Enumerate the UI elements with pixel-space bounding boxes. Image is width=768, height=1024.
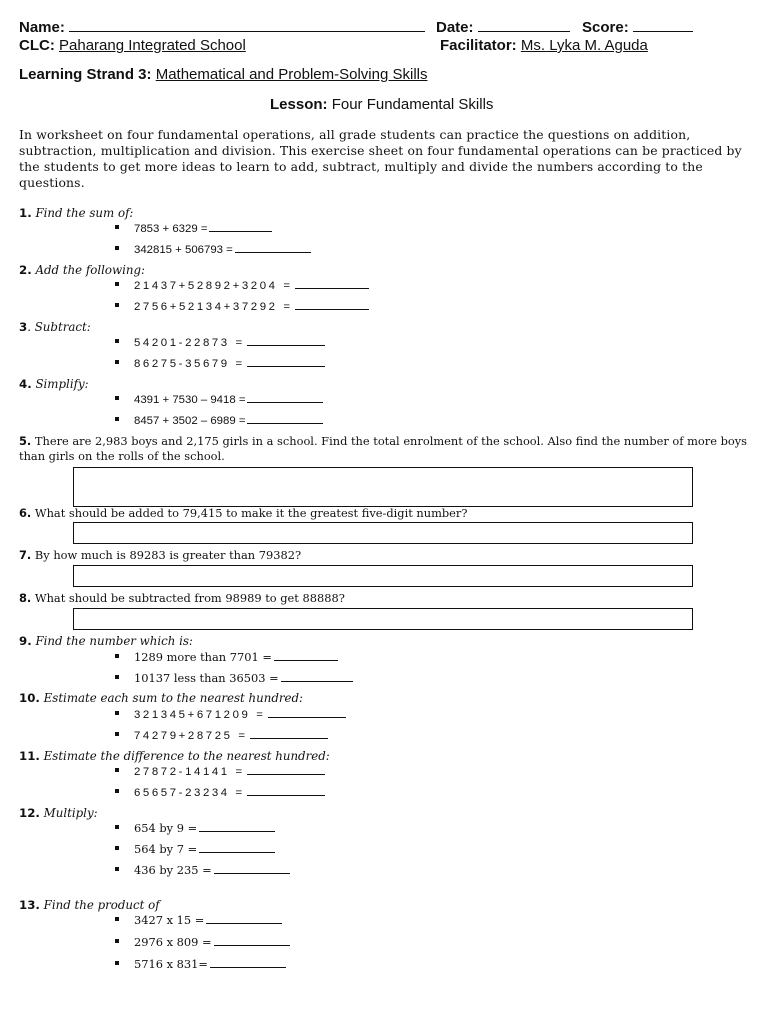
question-text: Estimate the difference to the nearest hundred: xyxy=(43,749,330,763)
answer-line[interactable] xyxy=(247,391,323,403)
answer-box-6[interactable] xyxy=(73,522,693,544)
bullet-icon xyxy=(115,711,119,715)
list-item: 321345+671209 = xyxy=(115,706,415,722)
list-item: 5716 x 831= xyxy=(115,956,415,972)
clc-value: Paharang Integrated School xyxy=(59,37,246,54)
bullet-icon xyxy=(115,339,119,343)
strand-label: Learning Strand 3: xyxy=(19,66,152,83)
question-1 xyxy=(19,206,133,220)
list-item: 8457 + 3502 – 6989 = xyxy=(115,412,415,428)
question-number: 7. xyxy=(19,548,32,562)
answer-line[interactable] xyxy=(274,649,338,661)
answer-line[interactable] xyxy=(235,241,311,253)
question-number: 12. xyxy=(19,806,40,820)
question-12 xyxy=(19,806,98,820)
list-item: 2976 x 809 = xyxy=(115,934,415,950)
list-item: 4391 + 7530 – 9418 = xyxy=(115,391,415,407)
list-item: 1289 more than 7701 = xyxy=(115,649,415,665)
question-5 xyxy=(19,434,749,464)
question-text: Find the product of xyxy=(43,898,160,912)
bullet-icon xyxy=(115,789,119,793)
question-number: 11. xyxy=(19,749,40,763)
answer-line[interactable] xyxy=(268,706,346,718)
bullet-icon xyxy=(115,246,119,250)
question-3 xyxy=(19,320,91,334)
lesson-row xyxy=(270,96,493,113)
question-4 xyxy=(19,377,89,391)
lesson-label: Lesson: xyxy=(270,96,328,113)
strand-value: Mathematical and Problem-Solving Skills xyxy=(155,66,428,83)
lesson-value: Four Fundamental Skills xyxy=(331,96,494,113)
question-number: 2. xyxy=(19,263,32,277)
question-number: 6. xyxy=(19,506,32,520)
question-text: Estimate each sum to the nearest hundred: xyxy=(43,691,304,705)
bullet-icon xyxy=(115,417,119,421)
answer-line[interactable] xyxy=(206,912,282,924)
question-text: There are 2,983 boys and 2,175 girls in a school. Find the total enrolment of the school. Also find the number of more boys than girls on the rolls of the school. xyxy=(19,434,748,463)
question-number: 13. xyxy=(19,898,40,912)
list-item: 2756+52134+37292 = xyxy=(115,298,435,314)
list-item: 21437+52892+3204 = xyxy=(115,277,435,293)
answer-box-8[interactable] xyxy=(73,608,693,630)
question-number: 4. xyxy=(19,377,32,391)
question-number: 9. xyxy=(19,634,32,648)
question-13 xyxy=(19,898,160,912)
answer-line[interactable] xyxy=(295,277,369,289)
list-item: 74279+28725 = xyxy=(115,727,415,743)
list-item: 342815 + 506793 = xyxy=(115,241,415,257)
question-number: 3 xyxy=(19,320,28,334)
answer-line[interactable] xyxy=(199,820,275,832)
list-item: 86275-35679 = xyxy=(115,355,415,371)
date-row xyxy=(436,17,570,36)
question-text: By how much is 89283 is greater than 79382? xyxy=(34,548,302,562)
answer-line[interactable] xyxy=(247,412,323,424)
question-text: Multiply: xyxy=(43,806,98,820)
list-item: 65657-23234 = xyxy=(115,784,415,800)
bullet-icon xyxy=(115,675,119,679)
bullet-icon xyxy=(115,396,119,400)
question-number: 5. xyxy=(19,434,32,448)
question-2 xyxy=(19,263,145,277)
score-label: Score: xyxy=(582,19,629,36)
answer-line[interactable] xyxy=(214,862,290,874)
bullet-icon xyxy=(115,303,119,307)
bullet-icon xyxy=(115,846,119,850)
question-text: Find the number which is: xyxy=(35,634,193,648)
bullet-icon xyxy=(115,917,119,921)
clc-label: CLC: xyxy=(19,37,55,54)
bullet-icon xyxy=(115,282,119,286)
intro-paragraph: In worksheet on four fundamental operations, all grade students can practice the questions on addition, subtraction, multiplication and division. This exercise sheet on four fundamental operations can be practiced by the students to get more ideas to learn to add, subtract, multiply and divide the numbers according to the questions. xyxy=(19,127,742,190)
list-item: 27872-14141 = xyxy=(115,763,415,779)
list-item: 564 by 7 = xyxy=(115,841,415,857)
answer-line[interactable] xyxy=(209,220,272,232)
name-line[interactable] xyxy=(69,17,425,32)
bullet-icon xyxy=(115,732,119,736)
list-item: 10137 less than 36503 = xyxy=(115,670,415,686)
date-label: Date: xyxy=(436,19,474,36)
question-text: Find the sum of: xyxy=(35,206,134,220)
name-label: Name: xyxy=(19,19,65,36)
answer-line[interactable] xyxy=(210,956,286,968)
answer-line[interactable] xyxy=(295,298,369,310)
score-row xyxy=(582,17,693,36)
answer-line[interactable] xyxy=(247,355,325,367)
answer-line[interactable] xyxy=(247,763,325,775)
answer-line[interactable] xyxy=(214,934,290,946)
date-line[interactable] xyxy=(478,17,570,32)
bullet-icon xyxy=(115,939,119,943)
question-9 xyxy=(19,634,193,648)
bullet-icon xyxy=(115,961,119,965)
question-11 xyxy=(19,749,330,763)
bullet-icon xyxy=(115,360,119,364)
answer-line[interactable] xyxy=(199,841,275,853)
bullet-icon xyxy=(115,825,119,829)
question-text: Add the following: xyxy=(35,263,146,277)
answer-line[interactable] xyxy=(281,670,353,682)
score-line[interactable] xyxy=(633,17,693,32)
facilitator-value: Ms. Lyka M. Aguda xyxy=(520,37,648,54)
answer-box-7[interactable] xyxy=(73,565,693,587)
list-item: 54201-22873 = xyxy=(115,334,415,350)
list-item: 7853 + 6329 = xyxy=(115,220,415,236)
question-7 xyxy=(19,548,301,562)
clc-row xyxy=(19,37,246,54)
question-text: Simplify: xyxy=(35,377,89,391)
facilitator-row xyxy=(440,37,648,54)
question-text: . Subtract: xyxy=(27,320,91,334)
bullet-icon xyxy=(115,867,119,871)
question-number: 8. xyxy=(19,591,32,605)
list-item: 3427 x 15 = xyxy=(115,912,415,928)
question-number: 1. xyxy=(19,206,32,220)
bullet-icon xyxy=(115,768,119,772)
facilitator-label: Facilitator: xyxy=(440,37,517,54)
answer-line[interactable] xyxy=(247,784,325,796)
question-text: What should be subtracted from 98989 to get 88888? xyxy=(34,591,345,605)
name-row xyxy=(19,17,425,36)
question-6 xyxy=(19,506,467,520)
bullet-icon xyxy=(115,225,119,229)
list-item: 654 by 9 = xyxy=(115,820,415,836)
answer-line[interactable] xyxy=(247,334,325,346)
question-text: What should be added to 79,415 to make it the greatest five-digit number? xyxy=(34,506,468,520)
bullet-icon xyxy=(115,654,119,658)
strand-row xyxy=(19,66,427,83)
question-8 xyxy=(19,591,345,605)
answer-line[interactable] xyxy=(250,727,328,739)
list-item: 436 by 235 = xyxy=(115,862,415,878)
question-10 xyxy=(19,691,303,705)
question-number: 10. xyxy=(19,691,40,705)
answer-box-5[interactable] xyxy=(73,467,693,507)
